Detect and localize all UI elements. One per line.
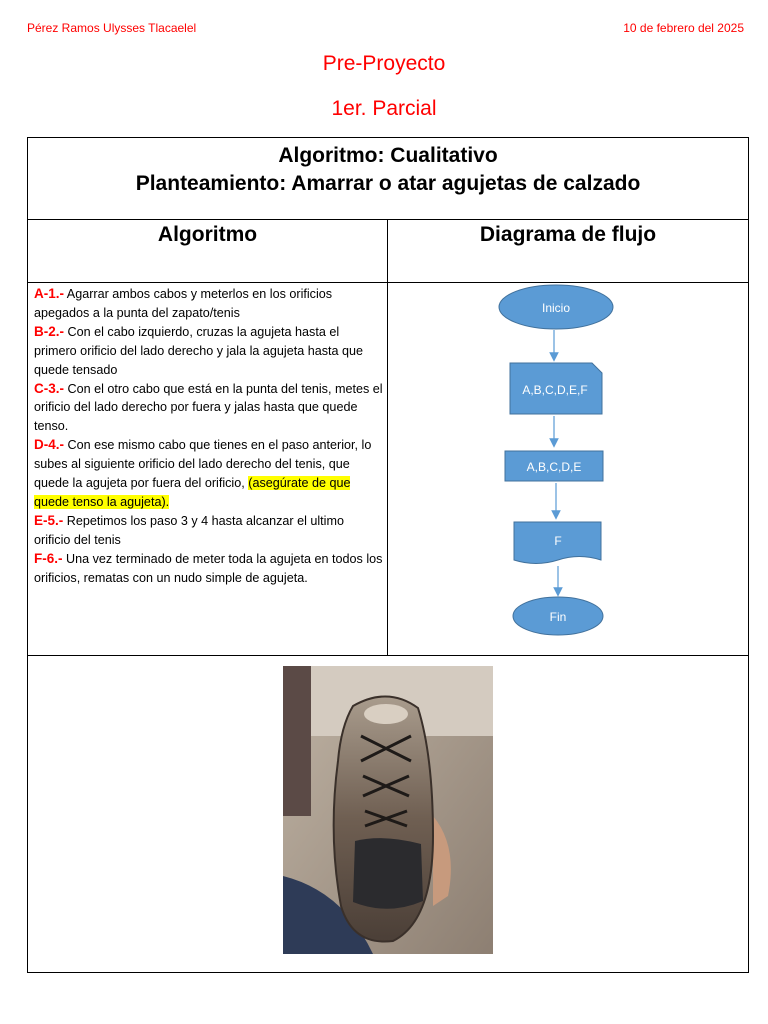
step-code: B-2.-: [34, 323, 64, 339]
algorithm-column-header: [28, 220, 388, 283]
problem-statement-heading: Planteamiento: Amarrar o atar agujetas de calzado: [135, 172, 641, 195]
author-name: Pérez Ramos Ulysses Tlacaelel: [27, 21, 197, 35]
photo-shoe-tongue: [364, 704, 408, 724]
step-text: Una vez terminado de meter toda la agujeta en todos los orificios, rematas con un nudo simple de agujeta.: [34, 551, 383, 585]
step-text: Agarrar ambos cabos y meterlos en los orificios apegados a la punta del zapato/tenis: [34, 287, 333, 320]
flowchart-input-label: A,B,C,D,E,F: [522, 383, 588, 397]
flowchart-start-label: Inicio: [541, 301, 571, 315]
step-code: F-6.-: [34, 550, 63, 566]
algorithm-table: [27, 137, 749, 973]
step-text: Repetimos los paso 3 y 4 hasta alcanzar el ultimo orificio del tenis: [34, 513, 344, 547]
step-text: Con el cabo izquierdo, cruzas la agujeta hasta el primero orificio del lado derecho y jala la agujeta hasta que quede tensado: [34, 324, 364, 377]
highlighted-note: (asegúrate de que quede tenso la agujeta).: [34, 476, 351, 509]
flowchart-column-header: [388, 220, 749, 283]
step-item: [34, 436, 383, 512]
flowchart-column-label: Diagrama de flujo: [479, 223, 657, 246]
step-item: [34, 323, 383, 380]
document-subtitle: 1er. Parcial: [331, 97, 437, 120]
step-item: [34, 512, 383, 550]
document-date: 10 de febrero del 2025: [623, 21, 744, 35]
algorithm-column-label: Algoritmo: [157, 223, 258, 246]
step-code: A-1.-: [34, 286, 64, 301]
step-code: E-5.-: [34, 512, 64, 528]
step-item: [34, 285, 383, 323]
photo-cloth: [283, 666, 311, 816]
shoe-photo: [283, 666, 493, 954]
photo-shoe-mesh: [353, 838, 423, 909]
step-text: Con ese mismo cabo que tienes en el paso anterior, lo subes al siguiente orificio del lado derecho del tenis, que quede la agujeta por fuera del orificio,: [34, 438, 372, 491]
step-item: [34, 550, 383, 588]
step-list: [28, 283, 387, 588]
step-code: C-3.-: [34, 380, 64, 396]
flowchart-document-label: F: [554, 534, 562, 548]
document-title: Pre-Proyecto: [322, 52, 446, 75]
flowchart-cell: [388, 283, 749, 656]
flowchart-process-label: A,B,C,D,E: [526, 460, 582, 474]
algorithm-steps-cell: [28, 283, 388, 656]
step-code: D-4.-: [34, 437, 64, 453]
algorithm-type-heading: Algoritmo: Cualitativo: [278, 144, 498, 167]
table-heading-cell: [28, 138, 749, 220]
step-item: [34, 380, 383, 437]
flowchart-end-label: Fin: [549, 610, 567, 624]
step-text: Con el otro cabo que está en la punta del tenis, metes el orificio del lado derecho por fuera y jalas hasta que quede tenso.: [34, 381, 383, 434]
flowchart-diagram: [388, 283, 748, 655]
photo-cell: [28, 656, 749, 973]
